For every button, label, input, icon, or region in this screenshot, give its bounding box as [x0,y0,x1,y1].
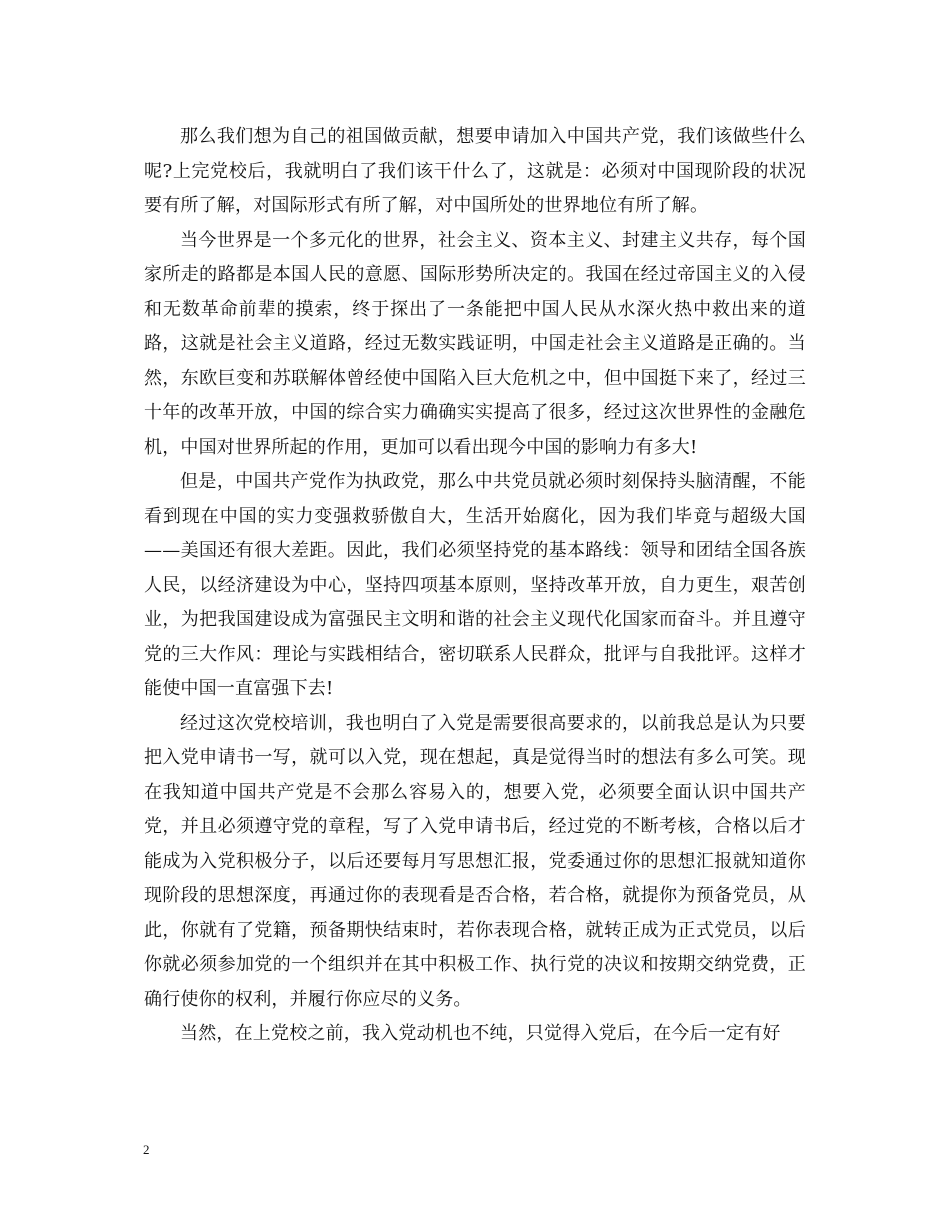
paragraph: 当然，在上党校之前，我入党动机也不纯，只觉得入党后，在今后一定有好 [180,1023,781,1044]
page-number: 2 [143,1142,150,1157]
paragraph: 那么我们想为自己的祖国做贡献，想要申请加入中国共产党，我们该做些什么呢?上完党校后，我就明白了我们该干什么了，这就是：必须对中国现阶段的状况要有所了解，对国际形式有所了解，对中国所处的世界地位有所了解。 [144,126,806,216]
paragraph: 当今世界是一个多元化的世界，社会主义、资本主义、封建主义共存，每个国家所走的路都是本国人民的意愿、国际形势所决定的。我国在经过帝国主义的入侵和无数革命前辈的摸索，终于探出了一条能把中国人民从水深火热中救出来的道路，这就是社会主义道路，经过无数实践证明，中国走社会主义道路是正确的。当然，东欧巨变和苏联解体曾经使中国陷入巨大危机之中，但中国挺下来了，经过三十年的改革开放，中国的综合实力确确实实提高了很多，经过这次世界性的金融危机，中国对世界所起的作用，更加可以看出现今中国的影响力有多大! [144,229,806,458]
paragraph: 经过这次党校培训，我也明白了入党是需要很高要求的，以前我总是认为只要把入党申请书一写，就可以入党，现在想起，真是觉得当时的想法有多么可笑。现在我知道中国共产党是不会那么容易入的，想要入党，必须要全面认识中国共产党，并且必须遵守党的章程，写了入党申请书后，经过党的不断考核，合格以后才能成为入党积极分子，以后还要每月写思想汇报，党委通过你的思想汇报就知道你现阶段的思想深度，再通过你的表现看是否合格，若合格，就提你为预备党员，从此，你就有了党籍，预备期快结束时，若你表现合格，就转正成为正式党员，以后你就必须参加党的一个组织并在其中积极工作、执行党的决议和按期交纳党费，正确行使你的权利，并履行你应尽的义务。 [144,712,806,1010]
paragraph: 但是，中国共产党作为执政党，那么中共党员就必须时刻保持头脑清醒，不能看到现在中国的实力变强救骄傲自大，生活开始腐化，因为我们毕竟与超级大国——美国还有很大差距。因此，我们必须坚持党的基本路线：领导和团结全国各族人民，以经济建设为中心，坚持四项基本原则，坚持改革开放，自力更生，艰苦创业，为把我国建设成为富强民主文明和谐的社会主义现代化国家而奋斗。并且遵守党的三大作风：理论与实践相结合，密切联系人民群众，批评与自我批评。这样才能使中国一直富强下去! [144,471,806,699]
body-text [144,120,806,1052]
